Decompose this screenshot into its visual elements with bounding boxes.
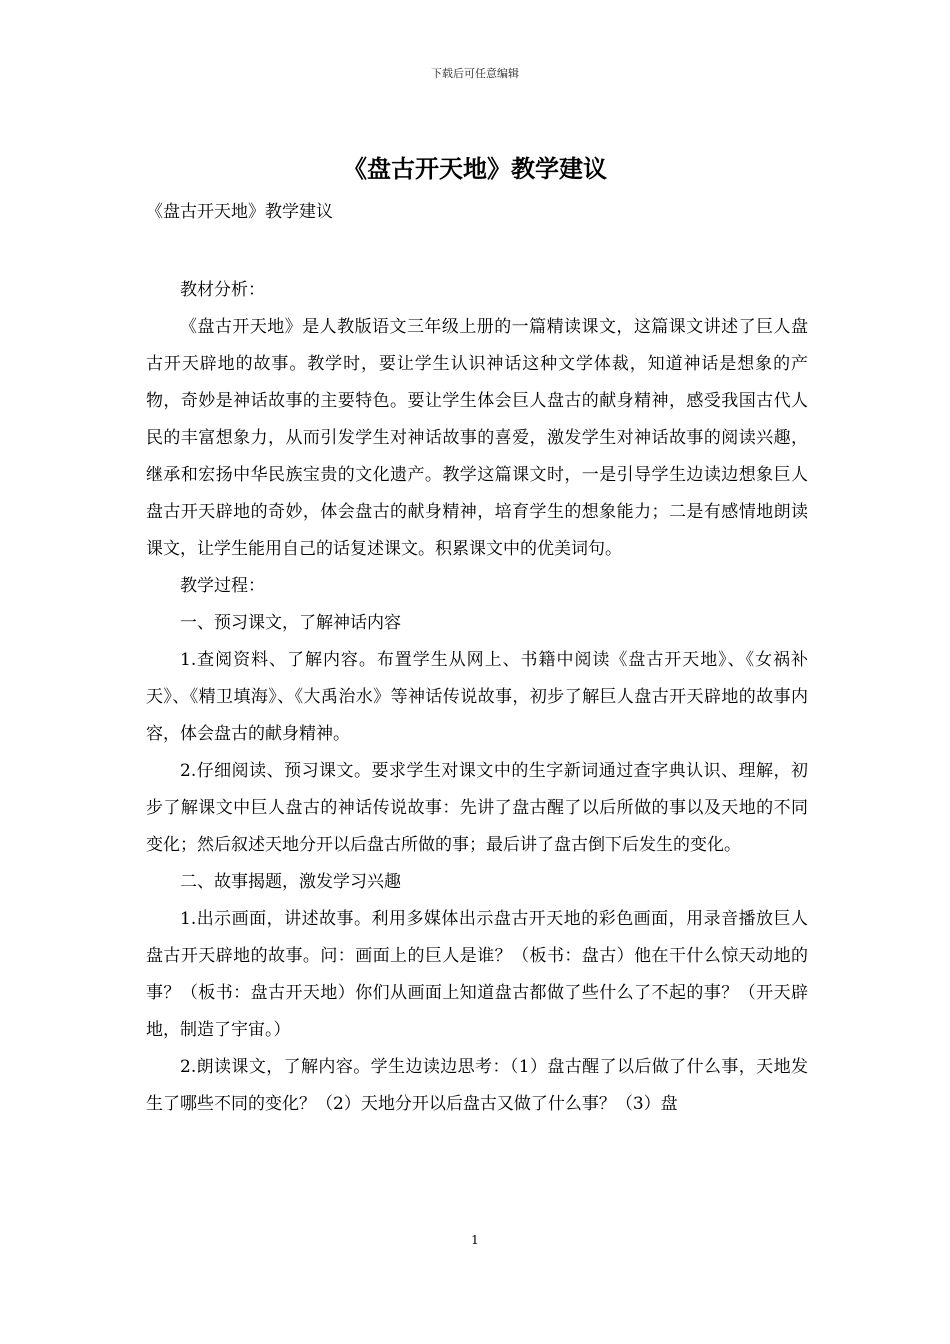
page-header-note: 下载后可任意编辑 [431, 67, 519, 80]
paragraph-step-1-2: 2.仔细阅读、预习课文。要求学生对课文中的生字新词通过查字典认识、理解，初步了解课文中巨人盘古的神话传说故事：先讲了盘古醒了以后所做的事以及天地的不同变化；然后叙述天地分开以后盘古所做的事；最后讲了盘古倒下后发生的变化。 [146, 761, 808, 855]
paragraph-step-2-1: 1.出示画面，讲述故事。利用多媒体出示盘古开天地的彩色画面，用录音播放巨人盘古开天辟地的故事。问：画面上的巨人是谁？（板书：盘古）他在干什么惊天动地的事？（板书：盘古开天地）你们从画面上知道盘古都做了些什么了不起的事？（开天辟地，制造了宇宙。） [146, 909, 808, 1040]
paragraph-step-2-2: 2.朗读课文，了解内容。学生边读边思考：（1）盘古醒了以后做了什么事，天地发生了哪些不同的变化？（2）天地分开以后盘古又做了什么事？（3）盘 [146, 1057, 808, 1114]
paragraph-step-1-1: 1.查阅资料、了解内容。布置学生从网上、书籍中阅读《盘古开天地》、《女祸补天》、《精卫填海》、《大禹治水》等神话传说故事，初步了解巨人盘古开天辟地的故事内容，体会盘古的献身精神。 [146, 650, 808, 744]
document-title: 《盘古开天地》教学建议 [343, 154, 607, 183]
step-heading-1: 一、预习课文，了解神话内容 [180, 613, 401, 633]
section-heading-process: 教学过程： [180, 576, 265, 596]
document-subtitle: 《盘古开天地》教学建议 [146, 202, 333, 222]
step-heading-2: 二、故事揭题，激发学习兴趣 [180, 872, 401, 892]
section-heading-analysis: 教材分析： [180, 280, 265, 300]
paragraph-analysis: 《盘古开天地》是人教版语文三年级上册的一篇精读课文，这篇课文讲述了巨人盘古开天辟地的故事。教学时，要让学生认识神话这种文学体裁，知道神话是想象的产物，奇妙是神话故事的主要特色。要让学生体会巨人盘古的献身精神，感受我国古代人民的丰富想象力，从而引发学生对神话故事的喜爱，激发学生对神话故事的阅读兴趣，继承和宏扬中华民族宝贵的文化遗产。教学这篇课文时，一是引导学生边读边想象巨人盘古开天辟地的奇妙，体会盘古的献身精神，培育学生的想象能力；二是有感情地朗读课文，让学生能用自己的话复述课文。积累课文中的优美词句。 [146, 317, 808, 559]
document-body [146, 272, 808, 1123]
page-number: 1 [471, 1233, 479, 1247]
